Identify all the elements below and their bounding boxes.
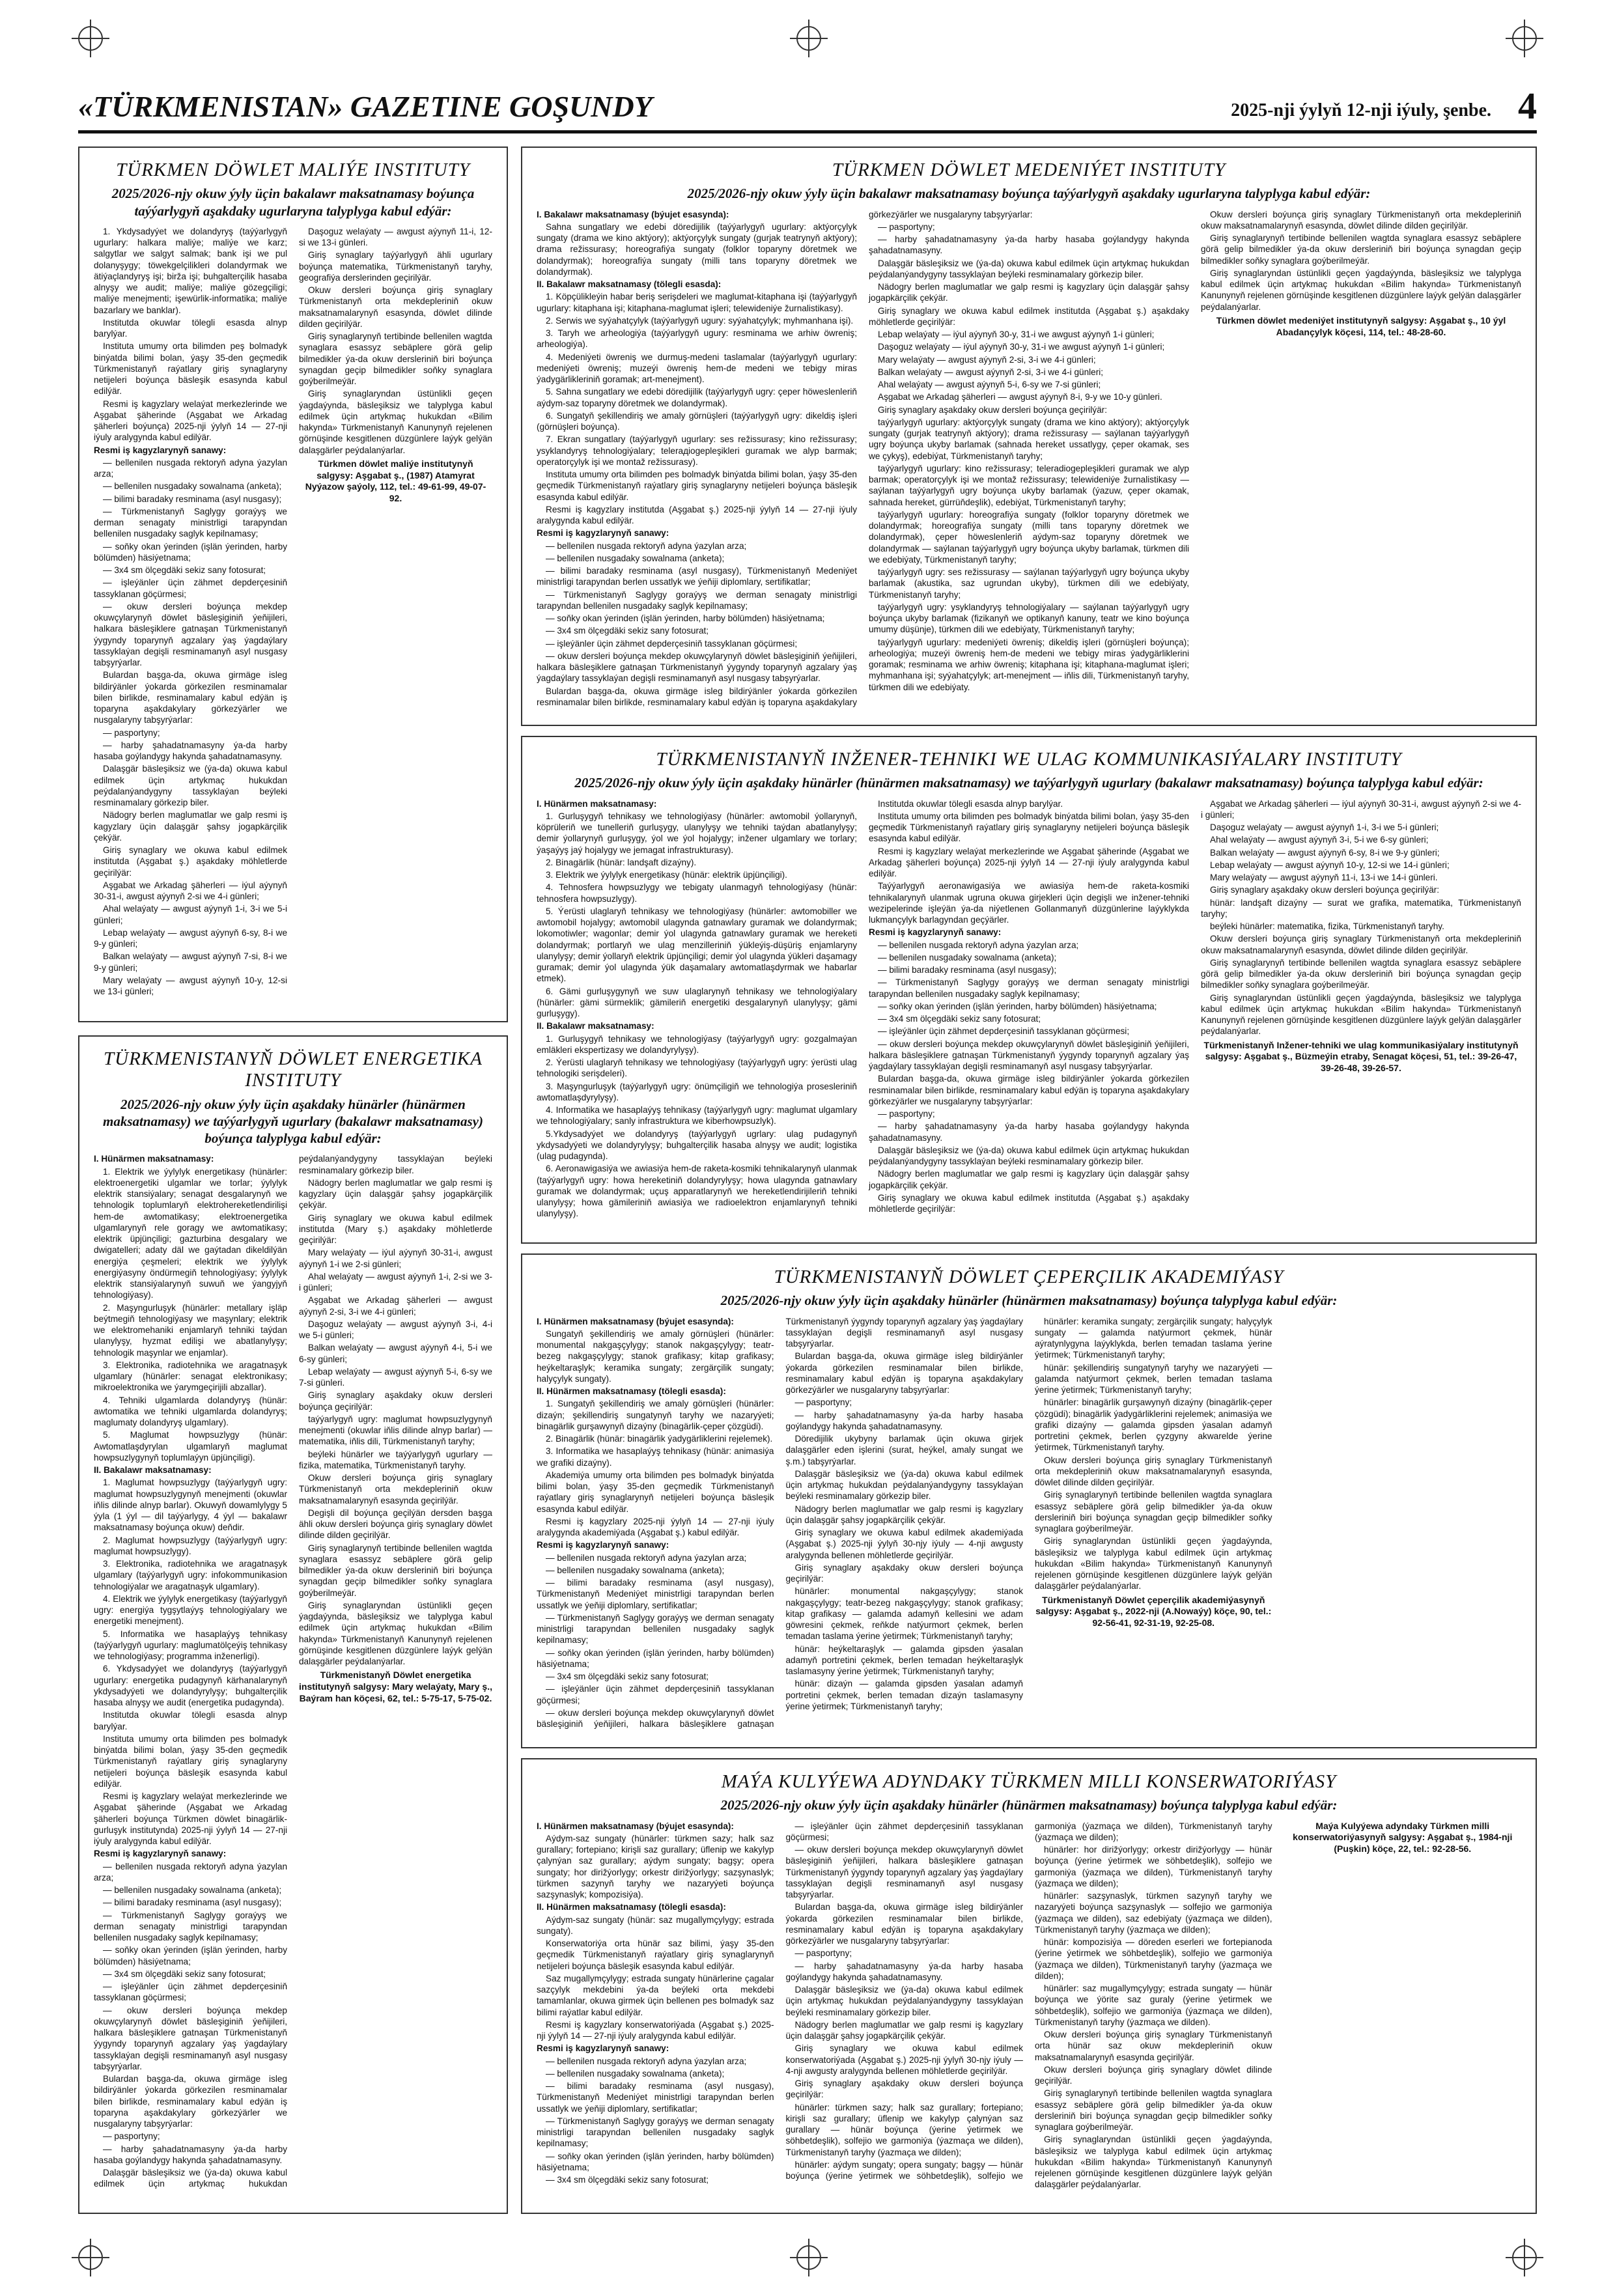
ad-paragraph: Resmi iş kagyzlary institutda (Aşgabat ş.) 2025-nji ýylyň 14 — 27-nji iýuly aralygynda kabul edilýär. [537,504,857,526]
ad-paragraph: Okuw dersleri boýunça giriş synaglary Türkmenistanyň orta mekdepleriniň okuw maksatnamalarynyň esasynda, döwlet dilinde dilden geçirilýär. [1201,934,1521,955]
ad-paragraph: 5. Maglumat howpsuzlygy (hünär: Awtomatlaşdyrylan ulgamlaryň maglumat howpsuzlygynyň toplumlaýyn üpjünçiligi). [94,1430,287,1463]
ad-paragraph: Giriş synaglary aşakdaky okuw dersleri boýunça geçirilýär: [299,1390,492,1412]
ad-paragraph: 3. Elektronika, radiotehnika we aragatnaşyk ulgamlary (hünärler: senagat elektronikasy; mikroelektronika we ýarymgeçirijili abzallar). [94,1360,287,1393]
ad-paragraph: — okuw dersleri boýunça mekdep okuwçylarynyň döwlet bäsleşiginiň ýeňijileri, halkara bäsleşiklere gatnaşan Türkmenistanyň ýygyndy toparynyň agzalary ýaş ýagdaýlary tassyklaýan degişli resminamanyň asyl nusgasy tabşyrýarlar. [785,1845,1023,1900]
ad-paragraph: Aýdym-saz sungaty (hünärler: türkmen sazy; halk saz gurallary; fortepiano; kirişli saz gurallary; üflenip we kakylyp çalynýan saz gurallary; aýdym sungaty; bagşy; opera sungaty; hor dirižýorlygy; orkestr dirižýorlygy; sazşynaslyk; türkmen sazynyň taryhy we nazaryýeti boýunça sazşynaslyk; kompozisiýa). [537,1833,774,1900]
ad-subtitle: 2025/2026-njy okuw ýyly üçin aşakdaky hünärler (hünärmen maksatnamasy) we taýýarlygyň ugurlary (bakalawr maksatnamasy) boýunça talyplyga kabul edýär: [574,775,1483,791]
ad-paragraph: hünärler: sazşynaslyk, türkmen sazynyň taryhy we nazaryýeti boýunça sazşynaslyk — solfejio we garmoniýa (ýazmaça we dilden), saz edebiýaty (ýazmaça we dilden), Türkmenistanyň taryhy (ýazmaça we dilden); [1035,1891,1272,1935]
ad-paragraph: hünär: landşaft dizaýny — surat we grafika, matematika, Türkmenistanyň taryhy; [1201,897,1521,919]
ad-paragraph: Mary welaýaty — awgust aýynyň 2-si, 3-i we 4-i günleri; [878,354,1096,365]
ad-paragraph: 1. Maglumat howpsuzlygy (taýýarlygyň ugry: maglumat howpsuzlygynyň menejmenti (okuwlar iňlis dilinde alnyp barlar). Okuwyň dowamlylygy 5 ýyla (1 ýyl — dil taýýarlygy, 4 ýyl — bakalawr maksatnamasy boýunça okuw) deňdir. [94,1477,287,1533]
ad-paragraph: Saz mugallymçylygy; estrada sungaty hünärlerine çagalar sazçylyk mekdebini ýa-da beýleki orta mekdebi tamamlanlar, okuwa girmek üçin bellenen pes bolmadyk saz bilimi raýatlar kabul edilýär. [537,1973,774,2017]
ad-paragraph: 6. Sungatyň şekillendiriş we amaly görnüşleri (taýýarlygyň ugry: dikeldiş işleri (görnüşleri boýunça). [537,410,857,432]
ad-paragraph: 1. Elektrik we ýylylyk energetikasy (hünärler: elektroenergetiki ulgamlar we torlar; ýylylyk elektrik stansiýalary; senagat desgalarynyň we tehnologik toplumlaryň elektrohereketlendirilişi hem-de awtomatikasy; elektroenergetika ulgamlarynyň rele goragy we awtomatikasy; elektrik üpjünçiligi; gazturbina desgalary we dwigatelleri; adaty däl we gaýtadan dikeldilýän energiýa çeşmeleri; elektrik we ýylylyk energiýasyny öndürmegiň tehnologiýasy; ýylylyk elektrik stansiýalarynyň suwuň we ýangyjyň tehnologiýasy). [94,1166,287,1300]
ad-subtitle: 2025/2026-njy okuw ýyly üçin bakalawr maksatnamasy boýunça taýýarlygyň aşakdaky ugurlaryna talyplyga kabul edýär: [111,186,475,219]
ad-paragraph: Giriş synaglary taýýarlygyň ähli ugurlary boýunça matematika, Türkmenistanyň taryhy, geografiýa derslerinden geçirilýär. [299,250,492,283]
ad-paragraph: 2. Binagärlik (hünär: landşaft dizaýny). [546,857,697,867]
ad-paragraph: Bulardan başga-da, okuwa girmäge isleg bildirýänler ýokarda görkezilen resminamalar bilen birlikde, resminamalary kabul edýän iş toparyna aşakdakylary görkezýärler we nusgalaryny tabşyrýarlar: [94,670,287,725]
ad-paragraph: — 3x4 sm ölçegdäki sekiz sany fotosurat; [546,626,709,636]
ad-body [537,209,1521,713]
ad-paragraph: — soňky okan ýerinden (işlän ýerinden, harby bölümden) häsiýetnama; [94,1945,287,1967]
ad-paragraph: Giriş synaglaryndan üstünlikli geçen ýagdaýynda, bäsleşiksiz we talyplyga kabul edilmek üçin artykmaç hukukdan «Bilim hakynda» Türkmenistanyň Kanunynyň rejelenen görnüşinde kesgitlenen düzgünlere laýyk gelýän dalaşgärler peýdalanýarlar. [299,389,492,455]
ad-paragraph: 4. Informatika we hasaplaýyş tehnikasy (taýýarlygyň ugry: maglumat ulgamlary we tehnologiýalary; sanly infrastruktura we kiberhowpsuzlyk). [537,1105,857,1127]
ad-paragraph: Balkan welaýaty — awgust aýynyň 2-si, 3-i we 4-i günleri; [878,367,1104,377]
ad-paragraph: Bulardan başga-da, okuwa girmäge isleg bildirýänler ýokarda görkezilen resminamalar bilen birlikde, resminamalary kabul edýän iş toparyna aşakdakylary görkezýärler we nusgalaryny tabşyrýarlar: [785,1351,1023,1395]
ad-paragraph: Döredijilik ukybyny barlamak üçin okuwa girjek dalaşgärler eden işlerini (surat, heýkel, amaly sungat we ş.m.) tabşyrýarlar. [785,1434,1023,1466]
ad-paragraph: Giriş synaglary we okuwa kabul edilmek institutda (Aşgabat ş.) aşakdaky möhletlerde geçirilýär: [94,845,287,878]
newspaper-title: «TÜRKMENISTAN» GAZETINE GOŞUNDY [78,90,653,123]
ad-paragraph: Giriş synaglary we okuwa kabul edilmek institutda (Aşgabat ş.) aşakdaky möhletlerde geçirilýär: [869,1192,1189,1214]
ad-paragraph: — bellenilen nusgada rektoryň adyna ýazylan arza; [94,1861,287,1883]
ad-paragraph: Lebap welaýaty — awgust aýynyň 10-y, 12-si we 14-i günleri; [1210,860,1450,870]
ad-paragraph: 1. Ykdysadyýet we dolandyryş (taýýarlygyň ugurlary: halkara maliýe; maliýe we karz; salgytlar we salgyt salmak; bank işi we pul dolanyşygy; töwekgelçilikleri dolandyrmak we ätiýaçlandyryş işi; birža işi; buhgalterçilik hasaba alnyşy we audit; maliýe; maliýe gözegçiligi; maliýe menejmenti; işewürlik-informatika; maliýe bazarlary we banklar). [94,226,287,315]
ad-paragraph: Resmi iş kagyzlarynyň sanawy: [869,927,1002,938]
ad-paragraph: — 3x4 sm ölçegdäki sekiz sany fotosurat; [103,565,266,576]
ad-body [94,1153,492,2201]
ad-paragraph: 3. Elektrik we ýylylyk energetikasy (hünär: elektrik üpjünçiligi). [546,870,787,880]
ad-paragraph: — Türkmenistanyň Saglygy goraýyş we derman senagaty ministrligi tarapyndan bellenilen nusgadaky saglyk kepilnamasy; [94,1910,287,1943]
ad-paragraph: Bulardan başga-da, okuwa girmäge isleg bildirýänler ýokarda görkezilen resminamalar bilen birlikde, resminamalary kabul edýän iş toparyna aşakdakylary görkezýärler we nusgalaryny tabşyrýarlar: [869,1074,1189,1106]
ad-paragraph: — pasportyny; [794,1948,852,1959]
ad-paragraph: — pasportyny; [878,221,935,232]
registration-mark-top-center-icon [796,26,821,51]
ad-paragraph: beýleki hünärler: matematika, fizika, Türkmenistanyň taryhy. [1210,921,1444,932]
ad-paragraph: hünärler: monumental nakgaşçylygy; stanok nakgaşçylygy; teatr-bezeg nakgaşçylygy; stanok grafikasy; kitap grafikasy — galamda adamyň kellesini we adam göwresini çekmek, reňkde natýurmort çekmek, berlen temadan taslama ýerine ýetirmek; Türkmenistanyň taryhy; [785,1586,1023,1642]
ad-paragraph: 5. Informatika we hasaplaýyş tehnikasy (taýýarlygyň ugurlary: maglumatölçeýiş tehnikasy we tehnologiýasy; programma inženerligi). [94,1629,287,1662]
ad-paragraph: taýýarlygyň ugurlary: horeografiýa sungaty (folklor toparyny döretmek we dolandyrmak; horeografiýa sungaty (milli tans toparyny döretmek we dolandyrmak), çeper höweslenleriň aýdym-saz toparyny döretmek we dolandyrmak — saýlanan taýýarlygyň ugry boýunça ukyby barlamak, türkmen dili we edebiýaty, Türkmenistanyň taryhy; [869,509,1189,565]
ad-paragraph: taýýarlygyň ugurlary: medeniýeti öwreniş; dikeldiş işleri (görnüşleri boýunça); arheologiýa; muzeýi öwreniş hem-de medeni we tebigy miras ýadygärliklerini goramak; resminama we arhiw öwreniş; kitaphana işi; kitaphana-maglumat işleri; myhmanhana işi; syýahatçylyk; art-menejment — iňlis dili, Türkmenistanyň taryhy, türkmen dili we edebiýaty. [869,637,1189,692]
ad-paragraph: Giriş synaglarynyň tertibinde bellenilen wagtda synaglara esassyz sebäplere görä gelip bilmedikler ýa-da okuw dersleriniň biri boýunça synagdan geçip bilmedikler soňky synaglara goýberilmeýär. [299,331,492,387]
ad-paragraph: Giriş synaglary aşakdaky okuw dersleri boýunça geçirilýär: [785,2079,1023,2100]
ad-paragraph: Konserwatoriýa orta hünär saz bilimi, ýaşy 35-den geçmedik Türkmenistanyň raýatlary giriş synaglarynyň netijeleri boýunça bäsleşik esasynda kabul edilýär. [537,1939,774,1971]
ad-paragraph: — işleýänler üçin zähmet depderçesiniň tassyklanan göçürmesi; [878,1026,1130,1037]
ad-paragraph: 5. Sahna sungatlary we edebi döredijilik (taýýarlygyň ugry: çeper höweslenleriň aýdym-saz toparyny döretmek we dolandyrmak). [537,387,857,408]
registration-mark-bottom-right-icon [1512,2245,1537,2270]
ad-paragraph: II. Bakalawr maksatnamasy (tölegli esasda): [537,279,722,290]
ad-subtitle: 2025/2026-njy okuw ýyly üçin aşakdaky hünärler (hünärmen maksatnamasy) we taýýarlygyň ugurlary (bakalawr maksatnamasy) boýunça talyplyga kabul edýär: [103,1096,483,1147]
ad-paragraph: Aşgabat we Arkadag şäherleri — awgust aýynyň 8-i, 9-y we 10-y günleri. [878,392,1162,402]
ad-paragraph: Dalaşgär bäsleşiksiz we (ýa-da) okuwa kabul edilmek üçin artykmaç hukukdan peýdalanýandygyny tassyklaýan beýleki resminamalary görkezip biler. [94,1154,492,2189]
ad-title: TÜRKMENISTANYŇ DÖWLET ENERGETIKA INSTITUTY [104,1048,483,1091]
ad-paragraph: Okuw dersleri boýunça giriş synaglary Türkmenistanyň orta hünär saz okuw mekdepleriniň okuw maksatnamalarynyň esasynda geçirilýär. [1035,2030,1272,2062]
ad-paragraph: — Türkmenistanyň Saglygy goraýyş we derman senagaty ministrligi tarapyndan bellenilen nusgadaky saglyk kepilnamasy; [94,506,287,539]
ad-paragraph: hünärler: türkmen sazy; halk saz gurallary; fortepiano; kirişli saz gurallary; üflenip we kakylyp çalynýan saz gurallary — hünär boýunça (ýerine ýetirmek we söhbetdeşlik), solfejio we garmoniýa (ýazmaça we dilden), Türkmenistanyň taryhy (ýazmaça we dilden); [785,2102,1023,2157]
ad-paragraph: taýýarlygyň ugry: ses režissurasy — saýlanan taýýarlygyň ugry boýunça ukyby barlamak (akustika, saz ugrundan ukyby), türkmen dili we edebiýaty, Türkmenistanyň taryhy; [869,567,1189,600]
ad-paragraph: 5. Ýerüsti ulaglaryň tehnikasy we tehnologiýasy (hünärler: awtomobiller we awtomobil hojalygy; awtomobil ulagynda gatnawlary guramak we dolandyrmak; lokomotiwler; wagonlar; demir ýol ulagynda gatnawlary guramak we hereketi dolandyrmak; portlaryň we ulag menzilleriniň ýükleýiş-düşüriş enjamlaryny ulanylyşy; demir ýollaryň elektrik üpjünçiligi; demir ýol ulagynda ýükleri daşamagy guramak; demir ýol ulagynda ýük daşamalary awtomatlaşdyrmak we habarlar etmek). [537,906,857,984]
registration-mark-bottom-left-icon [78,2245,103,2270]
ad-paragraph: — soňky okan ýerinden (işlän ýerinden, harby bölümden) häsiýetnama; [537,2151,774,2172]
ad-address: Türkmenistanyň Döwlet çeperçilik akademiýasynyň salgysy: Aşgabat ş., 2022-nji (A.Nowaýy) köçe, 90, tel.: 92-56-41, 92-31-19, 92-25-08. [1035,1594,1272,1629]
ad-paragraph: — soňky okan ýerinden (işlän ýerinden, harby bölümden) häsiýetnama; [537,1647,774,1669]
ad-paragraph: I. Hünärmen maksatnamasy (býujet esasynda): [537,1821,734,1831]
ad-title: TÜRKMEN DÖWLET MALIÝE INSTITUTY [116,160,470,180]
ad-paragraph: — bellenilen nusgada rektoryň adyna ýazylan arza; [94,457,287,479]
ad-paragraph: — okuw dersleri boýunça mekdep okuwçylarynyň döwlet bäsleşiginiň ýeňijileri, halkara bäsleşiklere gatnaşan Türkmenistanyň ýygyndy toparynyň agzalary ýaş ýagdaýlary tassyklaýan degişli resminamanyň asyl nusgasy tabşyrýarlar. [537,1316,1023,1729]
ad-paragraph: — bellenilen nusgadaky sowalnama (anketa); [546,1565,725,1575]
ad-paragraph: — bellenilen nusgada rektoryň adyna ýazylan arza; [546,2056,747,2066]
ad-paragraph: Giriş synaglarynyň tertibinde bellenilen wagtda synaglara esassyz sebäplere görä gelip bilmedikler ýa-da okuw dersleriniň biri boýunça synagdan geçip bilmedikler soňky synaglara goýberilmeýär. [299,1543,492,1598]
ad-body [94,226,492,1009]
ad-paragraph: Giriş synaglary we okuwa kabul edilmek institutda (Mary ş.) aşakdaky möhletlerde geçirilýär: [299,1212,492,1246]
ad-paragraph: — bilimi baradaky resminama (asyl nusgasy); [878,965,1057,975]
ad-paragraph: Resmi iş kagyzlary 2025-nji ýylyň 14 — 27-nji iýuly aralygynda akademiýada (Aşgabat ş.) kabul edilýär. [537,1516,774,1538]
ad-paragraph: Giriş synaglaryndan üstünlikli geçen ýagdaýynda, bäsleşiksiz we talyplyga kabul edilmek üçin artykmaç hukukdan «Bilim hakynda» Türkmenistanyň Kanunynyň rejelenen görnüşinde kesgitlenen düzgünlere laýyk gelýän dalaşgärler peýdalanýarlar. [299,1600,492,1667]
ad-paragraph: Mary welaýaty — iýul aýynyň 30-31-i, awgust aýynyň 1-i we 2-si günleri; [299,1248,492,1269]
ad-paragraph: — bilimi baradaky resminama (asyl nusgasy), Türkmenistanyň Medeniýet ministrligi tarapyndan berlen ussatlyk we ýeňiji diplomlary, sertifikatlar; [537,2081,774,2114]
ad-paragraph: — harby şahadatnamasyny ýa-da harby hasaba goýlandygy hakynda şahadatnamasyny. [785,1961,1023,1982]
ad-konserwatoriya [521,1758,1537,2214]
ad-paragraph: Ahal welaýaty — awgust aýynyň 1-i, 2-si we 3-i günleri; [299,1271,492,1293]
ad-inzener-institute [521,736,1537,1244]
ad-paragraph: — 3x4 sm ölçegdäki sekiz sany fotosurat; [878,1014,1041,1024]
ad-title: MAÝA KULYÝEWA ADYNDAKY TÜRKMEN MILLI KONSERWATORIÝASY [721,1771,1337,1792]
ad-paragraph: 2. Serwis we syýahatçylyk (taýýarlygyň ugury: syýahatçylyk; myhmanhana işi). [546,315,854,326]
ad-paragraph: — bellenilen nusgadaky sowalnama (anketa); [878,952,1057,962]
ad-paragraph: Ahal welaýaty — awgust aýynyň 5-i, 6-sy we 7-si günleri; [878,380,1101,390]
ad-paragraph: Giriş synaglarynyň tertibinde bellenilen wagtda synaglara esassyz sebäplere görä gelip bilmedikler ýa-da okuw dersleriniň biri boýunça synagdan geçip bilmedikler soňky synaglara goýberilmeýär. [1201,957,1521,990]
ad-paragraph: hünärler: keramika sungaty; zergärçilik sungaty; halyçylyk sungaty — galamda natýurmort çekmek, hünär aýratynlygyna laýyklykda, berlen temadan taslama ýerine ýetirmek; Türkmenistanyň taryhy; [1035,1316,1272,1360]
ad-paragraph: Lebap welaýaty — awgust aýynyň 5-i, 6-sy we 7-si günleri. [299,1366,492,1388]
ad-paragraph: 2. Ýerüsti ulaglaryň tehnikasy we tehnologiýasy (taýýarlygyň ugry: ýerüsti ulag tehnologiki serişdeleri). [537,1057,857,1079]
ad-paragraph: hünär: heýkeltaraşlyk — galamda gipsden ýasalan adamyň portretini çekmek, berlen temadan heýkeltaraşlyk taslamasyny ýerine ýetirmek; Türkmenistanyň taryhy; [785,1644,1023,1677]
ad-paragraph: — harby şahadatnamasyny ýa-da harby hasaba goýlandygy hakynda şahadatnamasyny. [94,2144,287,2165]
ad-paragraph: II. Bakalawr maksatnamasy: [94,1465,212,1476]
ad-address: Maýa Kulyýewa adyndaky Türkmen milli konserwatoriýasynyň salgysy: Aşgabat ş., 1984-nji (Puşkin) köçe, 22, tel.: 92-28-56. [1293,1820,1513,1855]
ad-paragraph: — pasportyny; [103,727,160,738]
ad-paragraph: hünärler: saz mugallymçylygy; estrada sungaty — hünär boýunça we ýörite saz guraly (ýerine ýetirmek we söhbetdeşlik), solfejio we garmoniýa (ýazmaça we dilden), Türkmenistanyň taryhy (ýazmaça we dilden). [1035,1983,1272,2027]
ad-paragraph: — işleýänler üçin zähmet depderçesiniň tassyklanan göçürmesi; [546,638,798,649]
ad-paragraph: Nädogry berlen maglumatlar we galp resmi iş kagyzlary üçin dalaşgär şahsy jogapkärçilik çekýär. [299,1177,492,1211]
ad-paragraph: Daşoguz welaýaty — awgust aýynyň 3-i, 4-i we 5-i günleri; [299,1319,492,1341]
ad-paragraph: 2. Maşyngurluşyk (hünärler: metallary işläp beýtmegiň tehnologiýasy we maşynlary; elektrik we elektromehaniki enjamlaryň tehniki taýdan ulanylyşy, hyzmat edilişi we abatlanylyşy; tehnologik maşynlar we enjamlar). [94,1302,287,1358]
ad-paragraph: Mary welaýaty — awgust aýynyň 11-i, 13-i we 14-i günleri. [1210,873,1438,883]
ad-paragraph: Institutа umumy orta bilimden peş bolmadyk binýatda bilimi bolan, ýaşy 35-den geçmedik Türkmenistanyň raýatlary giriş synaglaryny netijeleri boýunça bäsleşik esasynda kabul edilýär. [94,341,287,397]
ad-subtitle: 2025/2026-njy okuw ýyly üçin aşakdaky hünärler (hünärmen maksatnamasy) boýunça talyplyga kabul edýär: [720,1293,1338,1309]
ad-paragraph: — bellenilen nusgadaky sowalnama (anketa); [546,553,725,563]
ad-title: TÜRKMENISTANYŇ DÖWLET ÇEPERÇILIK AKADEMIÝASY [774,1267,1284,1287]
page-number: 4 [1518,85,1537,127]
ad-paragraph: Resmi iş kagyzlarynyň sanawy: [537,2043,669,2054]
ad-paragraph: Akademiýa umumy orta bilimden pes bolmadyk binýatda bilimi bolan, ýaşy 35-den geçmedik Türkmenistanyň raýatlary giriş synaglarynyň netijeleri boýunça bäsleşik esasynda kabul edilýär. [537,1470,774,1514]
ad-paragraph: Nädogry berlen maglumatlar we galp resmi iş kagyzlary üçin dalaşgär şahsy jogapkärçilik çekýär. [869,1169,1189,1190]
ad-paragraph: taýýarlygyň ugurlary: aktýorçylyk sungaty (drama we kino aktýory); aktýorçylyk sungaty (gurjak teatrynyň aktýory); drama režissurasy — saýlanan taýýarlygyň ugry boýunça ukyby barlamak (sahnada hereket ussatlygy, çeper okamak, ses we çykyş), edebiýat, Türkmenistanyň taryhy; [869,417,1189,461]
ad-paragraph: — işleýänler üçin zähmet depderçesiniň tassyklanan göçürmesi; [785,1821,1023,1842]
ad-paragraph: Giriş synaglary we okuwa kabul edilmek institutda (Aşgabat ş.) aşakdaky möhletlerde geçirilýär: [869,305,1189,327]
ad-paragraph: Nädogry berlen maglumatlar we galp resmi iş kagyzlary üçin dalaşgär şahsy jogapkärçilik çekýär. [785,2019,1023,2041]
ad-paragraph: Dalaşgär bäsleşiksiz we (ýa-da) okuwa kabul edilmek üçin artykmaç hukukdan peýdalanýandygyny tassyklaýan beýleki resminamalary görkezip biler. [869,1145,1189,1167]
ad-paragraph: hünärler: aýdym sungaty; opera sungaty; bagşy — hünär boýunça (ýerine ýetirmek we söhbetdeşlik), solfejio we garmoniýa (ýazmaça we dilden), Türkmenistanyň taryhy (ýazmaça we dilden); [785,1821,1272,2181]
ad-paragraph: — bellenilen nusgada rektoryň adyna ýazylan arza; [546,540,747,551]
ad-paragraph: — bellenilen nusgadaky sowalnama (anketa); [546,2068,725,2079]
ad-paragraph: Giriş synaglary we okuwa kabul edilmek akademiýada (Aşgabat ş.) 2025-nji ýylyň 30-njy iýuly — 4-nji awgusty aralygynda bellenen möhletlerde geçirilýär. [785,1528,1023,1560]
ad-paragraph: Sungatyň şekillendiriş we amaly görnüşleri (hünärler: monumental nakgaşçylygy; stanok nakgaşçylygy; teatr-bezeg nakgaşçylygy; stanok grafikasy; kitap grafikasy; heýkeltaraşlyk; keramika sungaty; zergärçilik sungaty; halyçylyk sungaty). [537,1328,774,1384]
ad-paragraph: Giriş synaglary aşakdaky okuw dersleri boýunça geçirilýär: [785,1562,1023,1584]
ad-paragraph: Okuw dersleri boýunça giriş synaglary döwlet dilinde geçirilýär. [1035,2064,1272,2086]
ad-paragraph: — bilimi baradaky resminama (asyl nusgasy), Türkmenistanyň Medeniýet ministrligi tarapyndan berlen ussatlyk we ýeňiji diplomlary, sertifikatlar; [537,1578,774,1610]
ad-paragraph: — bellenilen nusgada rektoryň adyna ýazylan arza; [546,1552,747,1563]
ad-paragraph: — pasportyny; [794,1397,852,1408]
ad-paragraph: Aşgabat we Arkadag şäherleri — iýul aýynyň 30-31-i, awgust aýynyň 2-si we 4-i günleri; [94,880,287,902]
ad-paragraph: Balkan welaýaty — awgust aýynyň 6-sy, 8-i we 9-y günleri; [1210,847,1440,858]
ad-body [537,1316,1521,1735]
ad-paragraph: Mary welaýaty — awgust aýynyň 10-y, 12-si we 13-i günleri; [94,975,287,997]
ad-paragraph: Okuw dersleri boýunça giriş synaglary Türkmenistanyň orta mekdepleriniň okuw maksatnamalarynyň esasynda geçirilýär. [299,1473,492,1505]
registration-mark-bottom-center-icon [796,2245,821,2270]
ad-paragraph: Dalaşgär bäsleşiksiz we (ýa-da) okuwa kabul edilmek üçin artykmaç hukukdan peýdalanýandygyny tassyklaýan beýleki resminamalary görkezip biler. [785,1468,1023,1502]
ad-paragraph: — bellenilen nusgadaky sowalnama (anketa); [103,1885,282,1896]
ad-paragraph: 1. Gurluşygyň tehnikasy we tehnologiýasy (taýýarlygyň ugry: gozgalmaýan emläkleri ekspertizasy we dolandyrylyşy). [537,1033,857,1055]
ad-paragraph: Daşoguz welaýaty — iýul aýynyň 30-y, 31-i we awgust aýynyň 1-i günleri; [878,342,1165,352]
ad-paragraph: 5.Ykdysadyýet we dolandyryş (taýýarlygyň ugrlary: ulag pudagynyň ykdysadyýeti we dolandyrylyşy; buhgalterçilik hasaba alnyşy we audit; logistika (ulag pudagynda). [537,1128,857,1162]
ad-paragraph: Institutda okuwlar tölegli esasda alnyp barylýar. [878,798,1063,809]
ad-paragraph: Ahal welaýaty — awgust aýynyň 1-i, 3-i we 5-i günleri; [94,904,287,925]
ad-paragraph: II. Hünärmen maksatnamasy (tölegli esasda): [537,1386,726,1397]
ad-address: Türkmen döwlet medeniýet institutynyň salgysy: Aşgabat ş., 10 ýyl Abadançylyk köçesi, 114, tel.: 48-28-60. [1216,315,1506,337]
ad-paragraph: Resmi iş kagyzlary welaýat merkezlerinde we Aşgabat şäherinde (Aşgabat we Arkadag şäherleri boýunça Türkmen döwlet binagärlik-gurluşyk institutynda) 2025-nji ýylyň 14 — 27-nji iýuly aralygynda kabul edilýär. [94,1791,287,1847]
ad-paragraph: 7. Ekran sungatlary (taýýarlygyň ugurlary: ses režissurasy; kino režissurasy; ysyklandyryş tehnologiýalary; telerадiogepleşikleri guramak we alyp barmak; operatorçylyk işi we montaž režissurasy). [537,434,857,467]
ad-paragraph: — işleýänler üçin zähmet depderçesiniň tassyklanan göçürmesi; [537,1684,774,1705]
ad-paragraph: — harby şahadatnamasyny ýa-da harby hasaba goýlandygy hakynda şahadatnamasyny. [869,234,1189,256]
ad-paragraph: Daşoguz welaýaty — awgust aýynyň 11-i, 12-si we 13-i günleri. [299,226,492,248]
ad-paragraph: I. Bakalawr maksatnamasy (býujet esasynda): [537,209,729,219]
ad-paragraph: Resmi iş kagyzlary welaýat merkezlerinde we Aşgabat şäherinde (Aşgabat we Arkadag şäherleri boýunça) 2025-nji ýylyň 14 — 27-nji iýuly aralygynda kabul edilýär. [94,399,287,443]
ad-paragraph: — 3x4 sm ölçegdäki sekiz sany fotosurat; [103,1968,266,1979]
ad-paragraph: — harby şahadatnamasyny ýa-da harby hasaba goýlandygy hakynda şahadatnamasyny. [869,1121,1189,1143]
ad-paragraph: II. Hünärmen maksatnamasy (tölegli esasda): [537,1902,726,1912]
ad-paragraph: I. Hünärmen maksatnamasy: [537,798,657,809]
ad-paragraph: Institutа umumy orta bilimden pes bolmadyk binýatda bilimi bolan, ýaşy 35-den geçmedik Türkmenistanyň raýatlary giriş synaglaryny netijeleri boýunça bäsleşik esasynda kabul edilýär. [869,811,1189,844]
ad-paragraph: Nädogry berlen maglumatlar we galp resmi iş kagyzlary üçin dalaşgär şahsy jogapkärçilik çekýär. [94,810,287,843]
ad-paragraph: — Türkmenistanyň Saglygy goraýyş we derman senagaty ministrligi tarapyndan bellenilen nusgadaky saglyk kepilnamasy; [537,2116,774,2149]
ad-maliye-institute [78,147,508,1022]
ad-paragraph: — bellenilen nusgada rektoryň adyna ýazylan arza; [878,940,1079,950]
ad-paragraph: — soňky okan ýerinden (işlän ýerinden, harby bölümden) häsiýetnama; [94,541,287,563]
ad-paragraph: 3. Elektronika, radiotehnika we aragatnaşyk ulgamlary (taýýarlygyň ugry: infokommunikasion tehnologiýalar we aragatnaşyk ulgamlary). [94,1559,287,1591]
ad-paragraph: — Türkmenistanyň Saglygy goraýyş we derman senagaty ministrligi tarapyndan bellenilen nusgadaky saglyk kepilnamasy; [537,589,857,611]
ad-paragraph: hünärler: binagärlik gurşawynyň dizaýny (binagärlik-çeper çözgüdi); binagärlik ýadygärliklerini rejelemek; animasiýa we grafiki dizaýny — galamda gipsden ýasalan adamyň portretini çekmek, berlen çyzgyny akwarelde ýerine ýetirmek, Türkmenistanyň taryhy. [1035,1397,1272,1453]
ad-paragraph: — bilimi baradaky resminama (asyl nusgasy); [103,494,282,504]
ad-paragraph: Nädogry berlen maglumatlar we galp resmi iş kagyzlary üçin dalaşgär şahsy jogapkärçilik çekýär. [785,1504,1023,1525]
ad-paragraph: Bulardan başga-da, okuwa girmäge isleg bildirýänler ýokarda görkezilen resminamalar bilen birlikde, resminamalary kabul edýän iş toparyna aşakdakylary görkezýärler we nusgalaryny tabşyrýarlar: [94,2074,287,2129]
ad-paragraph: Resmi iş kagyzlarynyň sanawy: [94,1849,227,1859]
ad-paragraph: — okuw dersleri boýunça mekdep okuwçylarynyň döwlet bäsleşiginiň ýeňijileri, halkara bäsleşiklere gatnaşan Türkmenistanyň ýygyndy toparynyň agzalary ýaş ýagdaýlary tassyklaýan degişli resminamanyň asyl nusgasy tabşyrýarlar. [869,1039,1189,1072]
ad-paragraph: Ahal welaýaty — awgust aýynyň 3-i, 5-i we 6-sy günleri; [1210,835,1429,845]
ad-paragraph: beýleki hünärler we taýýarlygyň ugurlary — fizika, matematika, Türkmenistanyň taryhy. [299,1449,492,1470]
ad-paragraph: 4. Tehniki ulgamlarda dolandyryş (hünär: awtomatika we tehniki ulgamlarda dolandyryş; maglumaty dolandyryş ulgamlary). [94,1395,287,1428]
masthead [78,85,1537,133]
ad-ceper-academy [521,1253,1537,1748]
registration-mark-top-right-icon [1512,26,1537,51]
ad-paragraph: Giriş synaglary aşakdaky okuw dersleri boýunça geçirilýär: [878,404,1108,415]
ad-subtitle: 2025/2026-njy okuw ýyly üçin aşakdaky hünärler (hünärmen maksatnamasy) boýunça talyplyga kabul edýär: [720,1797,1338,1813]
ad-paragraph: Institutа umumy orta bilimden pes bolmadyk binýatda bilimi bolan, ýaşy 35-den geçmedik Türkmenistanyň raýatlary giriş synaglaryny netijeleri boýunça bäsleşik esasynda kabul edilýär. [94,1733,287,1789]
ad-paragraph: 4. Elektrik we ýylylyk energetikasy (taýýarlygyň ugry: energiýa tygşytlaýyş tehnologiýalary we energetiki menejment). [94,1593,287,1627]
ad-paragraph: Dalaşgär bäsleşiksiz we (ýa-da) okuwa kabul edilmek üçin artykmaç hukukdan peýdalanýandygyny tassyklaýan beýleki resminamalary görkezip biler. [869,258,1189,279]
ad-paragraph: Balkan welaýaty — awgust aýynyň 7-si, 8-i we 9-y günleri; [94,951,287,973]
issue-date: 2025-nji ýylyň 12-nji iýuly, şenbe. [1231,100,1491,120]
ad-paragraph: — soňky okan ýerinden (işlän ýerinden, harby bölümden) häsiýetnama; [546,613,825,624]
ad-paragraph: Dalaşgär bäsleşiksiz we (ýa-da) okuwa kabul edilmek üçin artykmaç hukukdan peýdalanýandygyny tassyklaýan beýleki resminamalary görkezip biler. [94,764,287,808]
ad-paragraph: — işleýänler üçin zähmet depderçesiniň tassyklanan göçürmesi; [94,578,287,599]
ad-paragraph: II. Bakalawr maksatnamasy: [537,1021,654,1031]
ad-paragraph: 6. Gämi gurluşygynyň we suw ulaglarynyň tehnikasy we tehnologiýalary (hünärler: gämi sürmeklik; gämileriň energetiki desgalarynyň ulanylyşy; gämi gurluşygy). [537,986,857,1019]
ad-paragraph: Giriş synaglaryndan üstünlikli geçen ýagdaýynda, bäsleşiksiz we talyplyga kabul edilmek üçin artykmaç hukukdan «Bilim hakynda» Türkmenistanyň Kanunynyň rejelenen görnüşinde kesgitlenen düzgünlere laýyk gelýän dalaşgärler peýdalanýarlar. [1201,268,1521,312]
ad-paragraph: Resmi iş kagyzlary welaýat merkezlerinde we Aşgabat şäherinde (Aşgabat we Arkadag şäherleri boýunça) 2025-nji ýylyň 14 — 27-nji iýuly aralygynda kabul edilýär. [869,846,1189,879]
ad-paragraph: 2. Binagärlik (hünär: binagärlik ýadygärliklerini rejelemek). [546,1434,773,1444]
ad-paragraph: Lebap welaýaty — iýul aýynyň 30-y, 31-i we awgust aýynyň 1-i günleri; [878,329,1155,340]
ad-paragraph: Giriş synaglaryndan üstünlikli geçen ýagdaýynda, bäsleşiksiz we talyplyga kabul edilmek üçin artykmaç hukukdan «Bilim hakynda» Türkmenistanyň Kanunynyň rejelenen görnüşinde kesgitlenen düzgünlere laýyk gelýän dalaşgärler peýdalanýarlar. [1201,992,1521,1037]
ad-body [537,1821,1521,2201]
ad-paragraph: Resmi iş kagyzlarynyň sanawy: [537,528,669,539]
ad-paragraph: — 3x4 sm ölçegdäki sekiz sany fotosurat; [546,2175,709,2185]
ad-paragraph: — pasportyny; [103,2131,160,2142]
ad-paragraph: — pasportyny; [878,1109,935,1119]
ad-address: Türkmen döwlet maliýe institutynyň salgysy: Aşgabat ş., (1987) Atamyrat Nyýazow şaýoly, 112, tel.: 49-61-99, 49-07-92. [305,458,486,504]
ad-paragraph: hünärler: hor dirižýorlygy; orkestr dirižýorlygy — hünär boýunça (ýerine ýetirmek we söhbetdeşlik), solfejio we garmoniýa (ýazmaça we dilden), Türkmenistanyň taryhy (ýazmaça we dilden); [1035,1845,1272,1888]
ad-paragraph: — okuw dersleri boýunça mekdep okuwçylarynyň döwlet bäsleşiginiň ýeňijileri, halkara bäsleşiklere gatnaşan Türkmenistanyň ýygyndy toparynyň agzalary ýaş ýagdaýlary tassyklaýan degişli resminamanyň asyl nusgasy tabşyrýarlar. [537,651,857,684]
ad-paragraph: — 3x4 sm ölçegdäki sekiz sany fotosurat; [546,1672,709,1682]
ad-paragraph: 3. Informatika we hasaplaýyş tehnikasy (hünär: animasiýa we grafiki dizaýny). [537,1446,774,1468]
ad-paragraph: Resmi iş kagyzlary konserwatoriýada (Aşgabat ş.) 2025-nji ýylyň 14 — 27-nji iýuly aralygynda kabul edilýär. [537,2019,774,2041]
ad-paragraph: — soňky okan ýerinden (işlän ýerinden, harby bölümden) häsiýetnama; [878,1001,1157,1011]
ad-paragraph: taýýarlygyň ugry: maglumat howpsuzlygynyň menejmenti (okuwlar iňlis dilinde alnyp barlar) — matematika, iňlis dili, Türkmenistanyň taryhy; [299,1414,492,1447]
ad-paragraph: 3. Maşyngurluşyk (taýýarlygyň ugry: önümçiligiň we tehnologiýa prosesleriniň awtomatlaşdyrylyşy). [537,1081,857,1102]
registration-mark-top-left-icon [78,26,103,51]
ad-paragraph: Lebap welaýaty — awgust aýynyň 6-sy, 8-i we 9-y günleri; [94,927,287,949]
ad-paragraph: 1. Köpçülikleýin habar beriş serişdeleri we maglumat-kitaphana işi (taýýarlygyň ugurlary: kitaphana işi; kitaphana-maglumat işleri; telewideniýe žurnalistikasy). [537,292,857,313]
ad-paragraph: taýýarlygyň ugurlary: kino režissurasy; teleradiogepleşikleri guramak we alyp barmak; operatorçylyk işi we montaž režissurasy; telewideniýe žurnalistikasy — saýlanan taýýarlygyň ugry boýunça ukyby barlamak (ýazuw, çeper okamak, sahnada hereket, gürrüňdeşlik), edebiýat, Türkmenistanyň taryhy; [869,463,1189,507]
ad-paragraph: hünär: şekillendiriş sungatynyň taryhy we nazaryýeti — galamda natýurmort çekmek, berlen temadan taslama ýerine ýetirmek; Türkmenistanyň taryhy; [1035,1362,1272,1395]
ad-paragraph: — bilimi baradaky resminama (asyl nusgasy); [103,1897,282,1908]
ad-paragraph: Giriş synaglarynyň tertibinde bellenilen wagtda synaglara esassyz sebäplere görä gelip bilmedikler ýa-da okuw dersleriniň biri boýunça synagdan geçip bilmedikler soňky synaglara goýberilmeýär. [1201,233,1521,266]
ad-paragraph: Okuw dersleri boýunça giriş synaglary Türkmenistanyň orta mekdepleriniň okuw maksatnamalarynyň esasynda, döwlet dilinde dilden geçirilýär. [299,285,492,329]
ad-paragraph: Aýdym-saz sungaty (hünär: saz mugallymçylygy; estrada sungaty). [537,1914,774,1936]
ad-paragraph: — Türkmenistanyň Saglygy goraýyş we derman senagaty ministrligi tarapyndan bellenilen nusgadaky saglyk kepilnamasy; [869,977,1189,999]
ad-paragraph: Giriş synaglarynyň tertibinde bellenilen wagtda synaglara esassyz sebäplere görä gelip bilmedikler ýa-da okuw dersleriniň biri boýunça synagdan geçip bilmedikler soňky synaglara goýberilmeýär. [1035,1490,1272,1534]
ad-paragraph: Giriş synaglary we okuwa kabul edilmek konserwatoriýada (Aşgabat ş.) 2025-nji ýylyň 30-njy iýuly — 4-nji awgusty aralygynda bellenen möhletlerde geçirilýär. [785,2043,1023,2076]
ad-paragraph: — harby şahadatnamasyny ýa-da harby hasaba goýlandygy hakynda şahadatnamasyny. [94,740,287,762]
ad-paragraph: Degişli dil boýunça geçilýän dersden başga ähli okuw dersleri boýunça giriş synaglary döwlet dilinde dilden geçirilýär. [299,1507,492,1541]
ad-title: TÜRKMEN DÖWLET MEDENIÝET INSTITUTY [832,160,1226,180]
ad-paragraph: — okuw dersleri boýunça mekdep okuwçylarynyň döwlet bäsleşiginiň ýeňijileri, halkara bäsleşiklere gatnaşan Türkmenistanyň ýygyndy toparynyň agzalary ýaş ýagdaýlary tassyklaýan degişli resminamanyň asyl nusgasy tabşyrýarlar. [94,601,287,668]
ad-paragraph: Giriş synaglarynyň tertibinde bellenilen wagtda synaglara esassyz sebäplere görä gelip bilmedikler ýa-da okuw dersleriniň biri boýunça synagdan geçip bilmedikler soňky synaglara goýberilmeýär. [1035,2088,1272,2133]
ad-paragraph: — Türkmenistanyň Saglygy goraýyş we derman senagaty ministrligi tarapyndan bellenilen nusgadaky saglyk kepilnamasy; [537,1612,774,1645]
ad-address: Türkmenistanyň Döwlet energetika institutynyň salgysy: Mary welaýaty, Mary ş., Baýram han köçesi, 62, tel.: 5-75-17, 5-75-02. [299,1670,492,1703]
ad-paragraph: 6. Ykdysadyýet we dolandyryş (taýýarlygyň ugurlary: energetika pudagynyň kärhanalarynyň ykdysadyýeti we dolandyrylyşy; buhgalterçilik hasaba alnyşy we audit (energetika pudagynda). [94,1664,287,1708]
ad-medeniyet-institute [521,147,1537,726]
ad-paragraph: 3. Taryh we arheologiýa (taýýarlygyň ugury: resminama we arhiw öwreniş; arheologiýa). [537,328,857,350]
ad-paragraph: 2. Maglumat howpsuzlygy (taýýarlygyň ugry: maglumat howpsuzlygy). [94,1535,287,1556]
ad-paragraph: hünär: dizaýn — galamda gipsden ýasalan adamyň portretini çekmek, berlen temadan dizaýn taslamasyny ýerine ýetirmek; Türkmenistanyň taryhy; [785,1679,1023,1711]
ad-paragraph: Nädogry berlen maglumatlar we galp resmi iş kagyzlary üçin dalaşgär şahsy jogapkärçilik çekýär. [869,282,1189,303]
ad-paragraph: Resmi iş kagyzlarynyň sanawy: [94,445,227,455]
ad-paragraph: 6. Aeronawigasiýa we awiasiýa hem-de raketa-kosmiki tehnikalarynyň ulanmak (taýýarlygyň ugry: howa hereketiniň dolandyrylyşy; howa ulagynda gatnawlary guramak we dolandyrmak; uçuş apparatlarynyň we hereketlendirijileriň tehniki ulanylyşy; howa gämileriniň awiasiýa we radioelektron enjamlarynyň tehniki ulanylyşy). [537,1164,857,1219]
ad-paragraph: Institutda okuwlar tölegli esasda alnyp barylýar. [94,317,287,339]
ad-paragraph: Giriş synaglaryndan üstünlikli geçen ýagdaýynda, bäsleşiksiz we talyplyga kabul edilmek üçin artykmaç hukukdan «Bilim hakynda» Türkmenistanyň Kanunynyň rejelenen görnüşinde kesgitlenen düzgünlere laýyk gelýän dalaşgärler peýdalanýarlar. [1035,2135,1272,2190]
ad-paragraph: Bulardan başga-da, okuwa girmäge isleg bildirýänler ýokarda görkezilen resminamalar bilen birlikde, resminamalary kabul edýän iş toparyna aşakdakylary görkezýärler we nusgalaryny tabşyrýarlar: [537,209,1033,707]
ad-paragraph: hünär: kompozisiýa — döreden eserleri we fortepianoda (ýerine ýetirmek we söhbetdeşlik), solfejio we garmoniýa (ýazmaça we dilden), Türkmenistanyň taryhy (ýazmaça we dilden); [1035,1937,1272,1981]
ad-paragraph: 4. Tehnosfera howpsuzlygy we tebigaty ulanmagyň tehnologiýasy (hünär: tehnosfera howpsuzlygy). [537,882,857,904]
ad-paragraph: Taýýarlygyň aeronawigasiýa we awiasiýa hem-de raketa-kosmiki tehnikalarynyň ulanmak ugruna okuwa girjekleri üçin degişli we inžener-tehniki wezipelerinde işleýän ýa-da niýetlenen Gollanmanyň düzgünlerine laýyklykda lukmançylyk barlagyndan geçýärler. [869,881,1189,925]
ad-paragraph: taýýarlygyň ugry: ysyklandyryş tehnologiýalary — saýlanan taýýarlygyň ugry boýunça ukyby barlamak (fizikanyň we optikanyň kanuny, teatr we kino boýunça umumy düşünje), türkmen dili we edebiýaty, Türkmenistanyň taryhy; [869,602,1189,635]
ad-paragraph: 1. Gurluşygyň tehnikasy we tehnologiýasy (hünärler: awtomobil ýollarynyň, köprüleriň we tunelleriň gurluşygy, ulanylyşy we tehniki taýdan abatlanylyşy; demir ýollarynyň gurluşygy, ýol we ýol hojalygy; inžener ulgamlary we torlary; ýaşaýyş jaý hojalygy we jemagat infrastrukturasy). [537,811,857,855]
ad-title: TÜRKMENISTANYŇ INŽENER-TEHNIKI WE ULAG KOMMUNIKASIÝALARY INSTITUTY [656,749,1402,770]
ad-paragraph: — bilimi baradaky resminama (asyl nusgasy), Türkmenistanyň Medeniýet ministrligi tarapyndan berlen ussatlyk we ýeňiji diplomlary, sertifikatlar; [537,566,857,587]
ad-paragraph: Okuw dersleri boýunça giriş synaglary Türkmenistanyň orta mekdepleriniň okuw maksatnamalarynyň esasynda, döwlet dilinde dilden geçirilýär. [1035,1455,1272,1488]
ad-paragraph: 1. Sungatyň şekillendiriş we amaly görnüşleri (hünärler: dizaýn; şekillendiriş sungatynyň taryhy we nazaryýeti; binagärlik gurşawynyň dizaýny (binagärlik-çeper çözgüdi). [537,1399,774,1431]
ad-paragraph: Institutda okuwlar tölegli esasda alnyp barylýar. [94,1710,287,1731]
ad-paragraph: Giriş synaglaryndan üstünlikli geçen ýagdaýynda, bäsleşiksiz we talyplyga kabul edilmek üçin artykmaç hukukdan «Bilim hakynda» Türkmenistanyň Kanunynyň rejelenen görnüşinde kesgitlenen düzgünlere laýyk gelýän dalaşgärler peýdalanýarlar. [1035,1536,1272,1591]
ad-paragraph: Resmi iş kagyzlarynyň sanawy: [537,1540,669,1550]
ad-paragraph: Daşoguz welaýaty — awgust aýynyň 1-i, 3-i we 5-i günleri; [1210,822,1439,833]
ad-paragraph: Aşgabat we Arkadag şäherleri — awgust aýynyň 2-si, 3-i we 4-i günleri; [299,1295,492,1317]
ad-paragraph: Balkan welaýaty — awgust aýynyň 4-i, 5-i we 6-sy günleri; [299,1343,492,1364]
ad-paragraph: Giriş synaglary aşakdaky okuw dersleri boýunça geçirilýär: [1210,885,1440,895]
ad-paragraph: — okuw dersleri boýunça mekdep okuwçylarynyň döwlet bäsleşiginiň ýeňijileri, halkara bäsleşiklere gatnaşan Türkmenistanyň ýygyndy toparynyň agzalary ýaş ýagdaýlary tassyklaýan degişli resminamanyň asyl nusgasy tabşyrýarlar. [94,2005,287,2071]
ad-address: Türkmenistanyň Inžener-tehniki we ulag kommunikasiýalary institutynyň salgysy: Aşgabat ş., Büzmeýin etraby, Senagat köçesi, 51, tel.: 39-26-47, 39-26-48, 39-26-57. [1203,1039,1519,1074]
ad-paragraph: — işleýänler üçin zähmet depderçesiniň tassyklanan göçürmesi; [94,1981,287,2003]
ad-paragraph: Aşgabat we Arkadag şäherleri — iýul aýynyň 30-31-i, awgust aýynyň 2-si we 4-i günleri; [1201,798,1521,820]
ad-paragraph: I. Hünärmen maksatnamasy (býujet esasynda): [537,1316,734,1326]
ad-paragraph: Dalaşgär bäsleşiksiz we (ýa-da) okuwa kabul edilmek üçin artykmaç hukukdan peýdalanýandygyny tassyklaýan beýleki resminamalary görkezip biler. [785,1985,1023,2017]
ad-paragraph: Bulardan başga-da, okuwa girmäge isleg bildirýänler ýokarda görkezilen resminamalar bilen birlikde, resminamalary kabul edýän iş toparyna aşakdakylary görkezýärler we nusgalaryny tabşyrýarlar: [785,1902,1023,1946]
ad-paragraph: I. Hünärmen maksatnamasy: [94,1154,214,1164]
ad-paragraph: Sahna sungatlary we edebi döredijilik (taýýarlygyň ugurlary: aktýorçylyk sungaty (drama we kino aktýory); aktýorçylyk sungaty (gurjak teatrynyň aktýory); drama režissurasy; horeografiýa sungaty (folklor toparyny döretmek we dolandyrmak); horeografiýa sungaty (milli tans toparyny döretmek we dolandyrmak). [537,221,857,277]
ad-paragraph: — bellenilen nusgadaky sowalnama (anketa); [103,481,282,492]
ad-paragraph: Okuw dersleri boýunça giriş synaglary Türkmenistanyň orta mekdepleriniň okuw maksatnamalarynyň esasynda, döwlet dilinde dilden geçirilýär. [1201,209,1521,231]
ad-paragraph: 4. Medeniýeti öwreniş we durmuş-medeni taslamalar (taýýarlygyň ugurlary: medeniýeti öwreniş; muzeýi öwreniş hem-de medeni we tebigy miras ýadygärlikleriniň goramak; art-menejment). [537,352,857,385]
ad-body [537,798,1521,1231]
ad-energetika-institute [78,1035,508,2214]
ad-paragraph: Institutа umumy orta bilimden pes bolmadyk binýatda bilimi bolan, ýaşy 35-den geçmedik Türkmenistanyň raýatlary giriş synaglaryny netijeleri boýunça bäsleşik esasynda kabul edilýär. [537,469,857,502]
ad-paragraph: — harby şahadatnamasyny ýa-da harby hasaba goýlandygy hakynda şahadatnamasyny. [785,1410,1023,1431]
ad-subtitle: 2025/2026-njy okuw ýyly üçin bakalawr maksatnamasy boýunça taýýarlygyň aşakdaky ugurlaryna talyplyga kabul edýär: [687,186,1371,202]
